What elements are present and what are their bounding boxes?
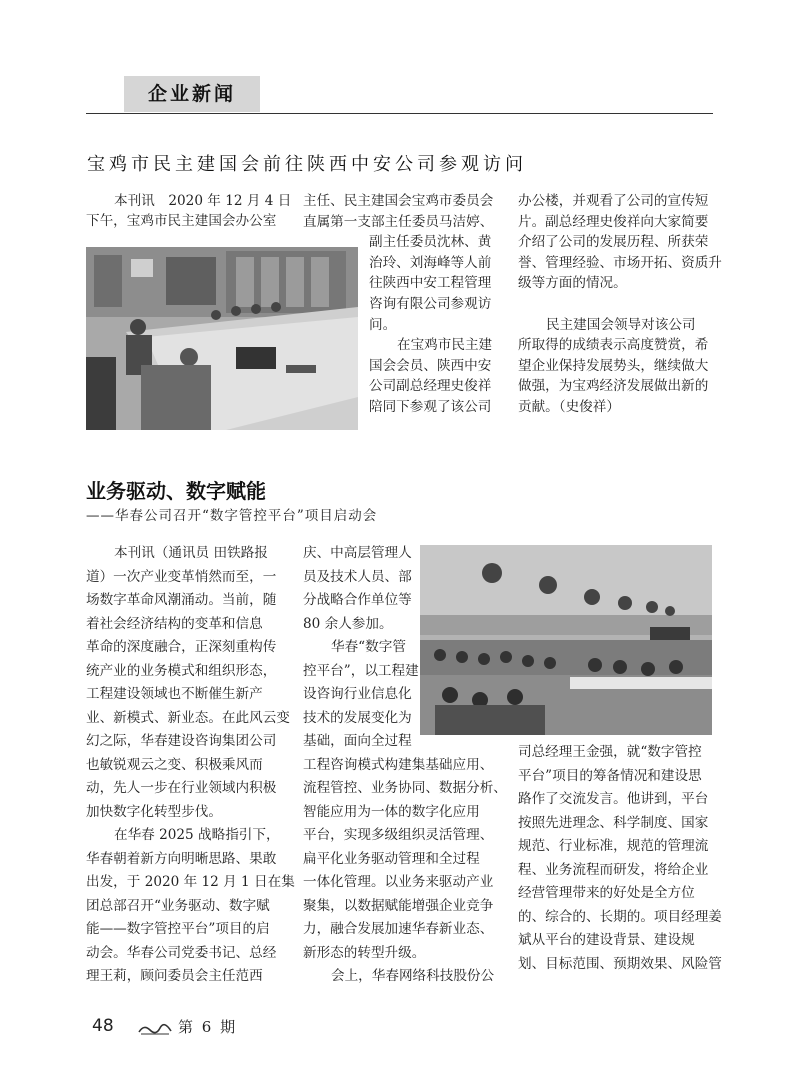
text-line: 下午，宝鸡市民主建国会办公室 — [86, 213, 277, 229]
issue-number: 第 6 期 — [178, 1018, 238, 1036]
text-line: 按照先进理念、科学制度、国家 — [518, 814, 709, 831]
text-line: 扁平化业务驱动管理和全过程 — [303, 850, 480, 867]
text-line: 主任、民主建国会宝鸡市委员会 — [303, 193, 494, 209]
text-line: 革命的深度融合，正深刻重构传 — [86, 639, 277, 655]
text-line: 团总部召开“业务驱动、数字赋 — [86, 897, 270, 914]
text-line: 公司副总经理史俊祥 — [369, 378, 492, 395]
text-line: 咨询有限公司参观访 — [369, 296, 492, 312]
text-line: 智能应用为一体的数字化应用 — [303, 803, 480, 820]
text-line: 分战略合作单位等 — [303, 592, 412, 608]
text-line: 幻之际，华春建设咨询集团公司 — [86, 733, 277, 749]
text-line: 誉、管理经验、市场开拓、资质升 — [518, 254, 722, 271]
text-line: 平台，实现多级组织灵活管理、 — [303, 827, 494, 843]
text-line: 往陕西中安工程管理 — [369, 275, 492, 292]
magazine-logo-icon — [138, 1021, 172, 1040]
text-line: 斌从平台的建设背景、建设规 — [518, 932, 695, 948]
text-line: 级等方面的情况。 — [518, 275, 627, 292]
text-line: 着社会经济结构的变革和信息 — [86, 615, 263, 632]
text-line: 也敏锐观云之变、积极乘风而 — [86, 756, 263, 773]
text-line: 介绍了公司的发展历程、所获荣 — [518, 234, 709, 251]
text-line: 民主建国会领导对该公司 — [546, 316, 696, 333]
text-line: 华春朝着新方向明晰思路、果敢 — [86, 850, 277, 867]
page-number: 48 — [92, 1016, 114, 1036]
text-line: 国会会员、陕西中安 — [369, 357, 492, 374]
text-line: 直属第一支部主任委员马洁婷、 — [303, 213, 494, 230]
text-line: 统产业的业务模式和组织形态， — [86, 662, 277, 679]
text-line: 副主任委员沈林、黄 — [369, 234, 492, 251]
article2-title: 业务驱动、数字赋能 — [86, 479, 266, 503]
text-line: 场数字革命风潮涌动。当前，随 — [86, 592, 277, 608]
text-line: 陪同下参观了该公司 — [369, 399, 492, 415]
conference-hall-image — [420, 545, 712, 735]
text-line: 司总经理王金强，就“数字管控 — [518, 744, 702, 760]
text-line: 工程建设领域也不断催生新产 — [86, 686, 263, 702]
text-line: 新形态的转型升级。 — [303, 944, 426, 961]
text-line: 华春“数字管 — [331, 639, 406, 655]
text-line: 工程咨询模式构建集基础应用、 — [303, 756, 494, 773]
text-line: 办公楼，并观看了公司的宣传短 — [518, 193, 709, 209]
text-line: 程、业务流程而研发，将给企业 — [518, 861, 709, 878]
text-line: 80 余人参加。 — [303, 615, 393, 632]
text-line: 能——数字管控平台”项目的启 — [86, 921, 270, 937]
text-line: 的、综合的、长期的。项目经理姜 — [518, 908, 722, 925]
text-line: 在宝鸡市民主建 — [397, 337, 493, 354]
text-line: 庆、中高层管理人 — [303, 545, 412, 561]
text-line: 出发，于 2020 年 12 月 1 日在集 — [86, 874, 295, 890]
text-line: 设咨询行业信息化 — [303, 686, 412, 702]
text-line: 治玲、刘海峰等人前 — [369, 254, 492, 271]
text-line: 规范、行业标准，规范的管理流 — [518, 838, 709, 854]
text-line: 动，先人一步在行业领域内积极 — [86, 780, 277, 796]
text-line: 做强，为宝鸡经济发展做出新的 — [518, 378, 709, 395]
article2-photo — [420, 545, 712, 735]
text-line: 一体化管理。以业务来驱动产业 — [303, 874, 494, 890]
article1-title: 宝鸡市民主建国会前往陕西中安公司参观访问 — [87, 154, 527, 175]
text-line: 技术的发展变化为 — [303, 709, 412, 726]
text-line: 控平台”，以工程建 — [303, 662, 419, 679]
text-line: 片。副总经理史俊祥向大家简要 — [518, 213, 709, 230]
text-line: 望企业保持发展势头，继续做大 — [518, 357, 709, 374]
text-line: 所取得的成绩表示高度赞赏，希 — [518, 337, 709, 354]
text-line: 加快数字化转型步伐。 — [86, 803, 222, 820]
text-line: 基础，面向全过程 — [303, 733, 412, 749]
header-rule — [86, 113, 713, 114]
text-line: 道）一次产业变革悄然而至，一 — [86, 568, 277, 585]
text-line: 力，融合发展加速华春新业态、 — [303, 921, 494, 937]
text-line: 路作了交流发言。他讲到，平台 — [518, 791, 709, 807]
text-line: 划、目标范围、预期效果、风险管 — [518, 955, 722, 972]
article1-photo — [86, 247, 358, 430]
text-line: 贡献。（史俊祥） — [518, 399, 620, 415]
article2-subtitle: ——华春公司召开“数字管控平台”项目启动会 — [86, 508, 378, 524]
meeting-room-image — [86, 247, 358, 430]
text-line: 本刊讯 2020 年 12 月 4 日 — [114, 193, 292, 209]
text-line: 本刊讯（通讯员 田铁路报 — [114, 545, 268, 561]
text-line: 在华春 2025 战略指引下， — [114, 827, 280, 843]
text-line: 业、新模式、新业态。在此风云变 — [86, 709, 290, 726]
text-line: 平台”项目的筹备情况和建设思 — [518, 767, 702, 784]
text-line: 问。 — [369, 316, 397, 333]
text-line: 流程管控、业务协同、数据分析、 — [303, 780, 507, 796]
text-line: 经营管理带来的好处是全方位 — [518, 885, 695, 901]
text-line: 聚集，以数据赋能增强企业竞争 — [303, 897, 494, 914]
text-line: 理王莉，顾问委员会主任范西 — [86, 968, 263, 984]
text-line: 会上，华春网络科技股份公 — [331, 968, 495, 984]
text-line: 动会。华春公司党委书记、总经 — [86, 944, 277, 961]
text-line: 员及技术人员、部 — [303, 568, 412, 585]
section-tag: 企业新闻 — [124, 76, 260, 112]
